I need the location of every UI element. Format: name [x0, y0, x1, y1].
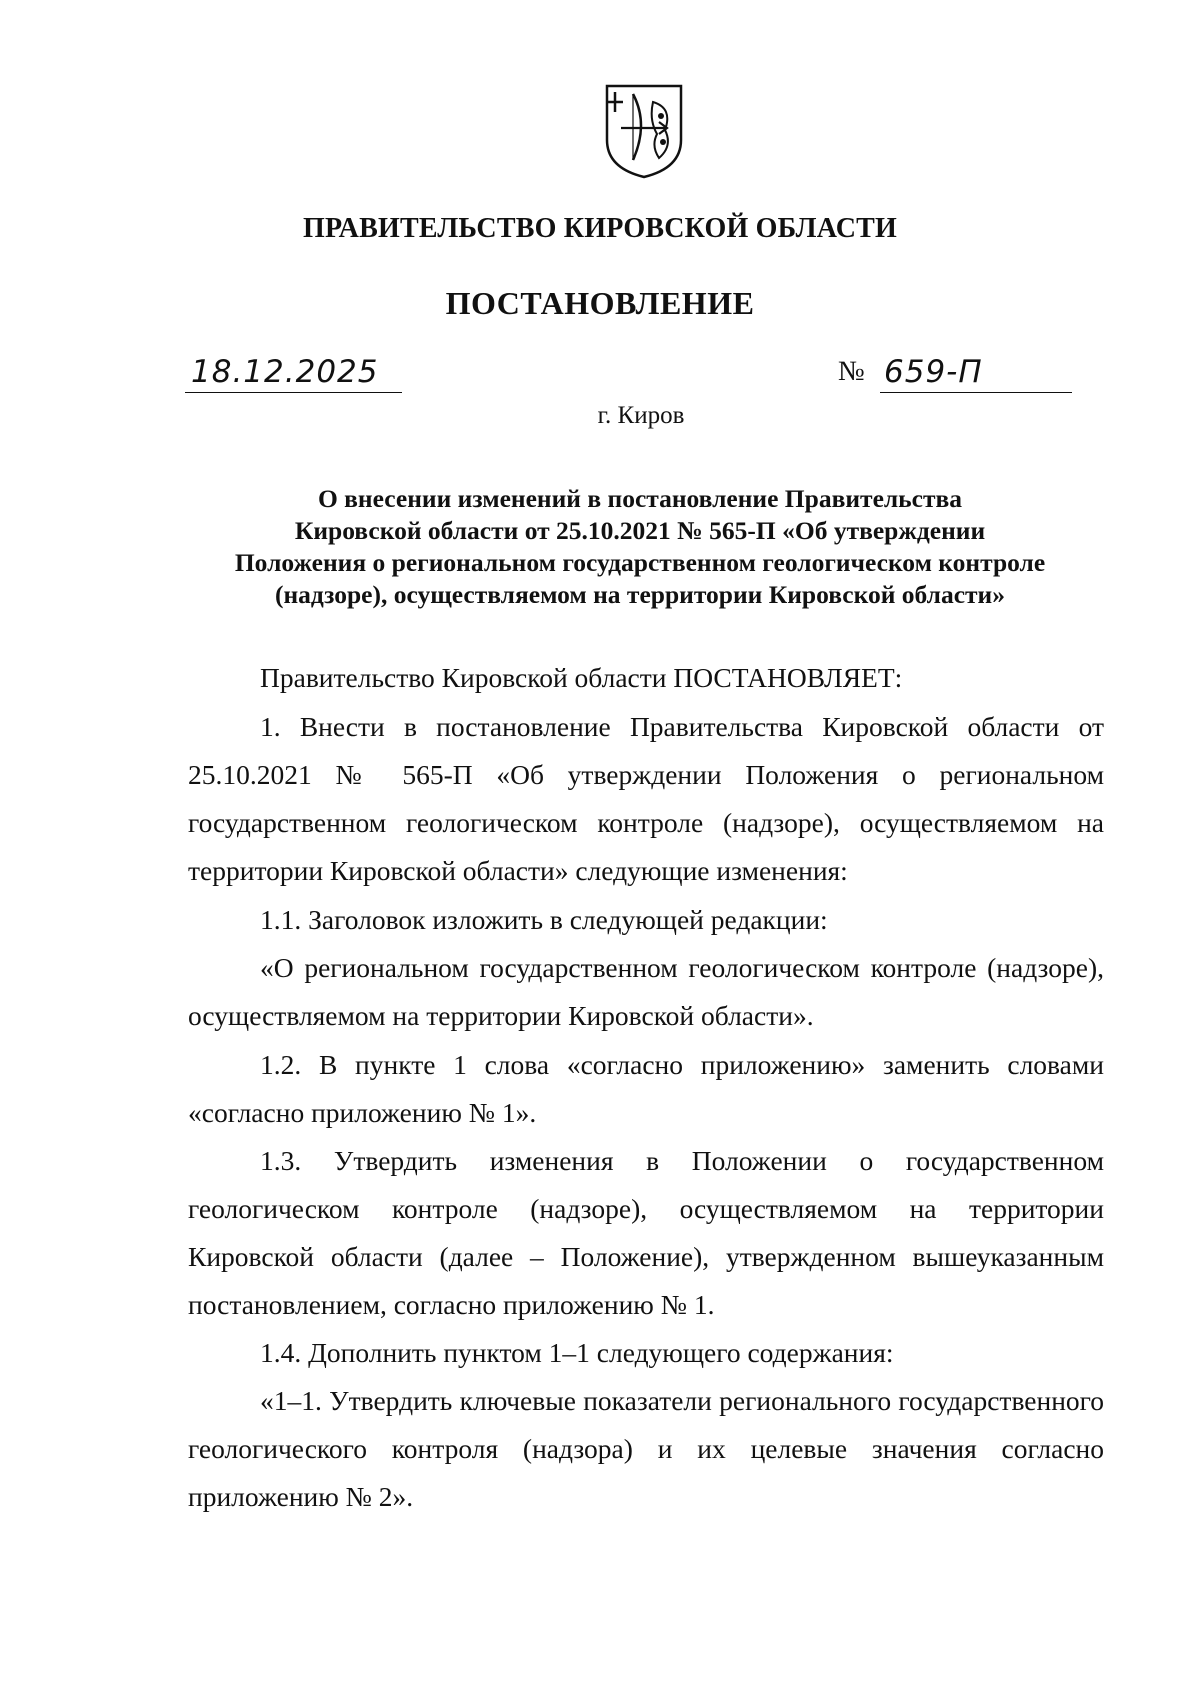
intro-paragraph: Правительство Кировской области ПОСТАНОВЛЯЕТ:	[260, 662, 903, 693]
item-1-1-paragraph: 1.1. Заголовок изложить в следующей редакции:	[260, 904, 828, 935]
number-label: №	[838, 356, 865, 387]
item-1-2-paragraph: 1.2. В пункте 1 слова «согласно приложению» заменить словами «согласно приложению № 1».	[188, 1049, 1104, 1128]
number-field	[880, 350, 1072, 393]
subject-line: Кировской области от 25.10.2021 № 565-П «Об утверждении	[294, 516, 986, 545]
date-field	[185, 350, 402, 393]
document-subject	[150, 483, 1130, 611]
item-1-1-new-title: «О региональном государственном геологическом контроле (надзоре), осуществляемом на территории Кировской области».	[188, 952, 1104, 1031]
subject-line: (надзоре), осуществляемом на территории Кировской области»	[275, 580, 1005, 609]
document-date: 18.12.2025	[191, 354, 379, 390]
subject-line: Положения о региональном государственном геологическом контроле	[234, 548, 1046, 577]
item-1-4-paragraph: 1.4. Дополнить пунктом 1–1 следующего содержания:	[260, 1337, 894, 1368]
document-number: 659-П	[884, 354, 983, 390]
document-type: ПОСТАНОВЛЕНИЕ	[445, 285, 755, 321]
city: г. Киров	[597, 402, 685, 429]
item-1-4-new-text: «1–1. Утвердить ключевые показатели регионального государственного геологического контроля (надзора) и их целевые значения согласно приложению № 2».	[188, 1385, 1104, 1512]
item-1-3-paragraph: 1.3. Утвердить изменения в Положении о государственном геологическом контроле (надзоре), осуществляемом на территории Кировской области (далее – Положение), утвержденном вышеуказанным постановлением, согласно приложению № 1.	[188, 1145, 1104, 1320]
government-title: ПРАВИТЕЛЬСТВО КИРОВСКОЙ ОБЛАСТИ	[302, 213, 897, 244]
item-1-paragraph: 1. Внести в постановление Правительства Кировской области от 25.10.2021 № 565-П «Об утверждении Положения о региональном государственном геологическом контроле (надзоре), осуществляемом на территории Кировской области» следующие изменения:	[188, 711, 1104, 886]
kirov-coat-of-arms-icon	[603, 82, 685, 180]
subject-line: О внесении изменений в постановление Правительства	[317, 484, 963, 513]
